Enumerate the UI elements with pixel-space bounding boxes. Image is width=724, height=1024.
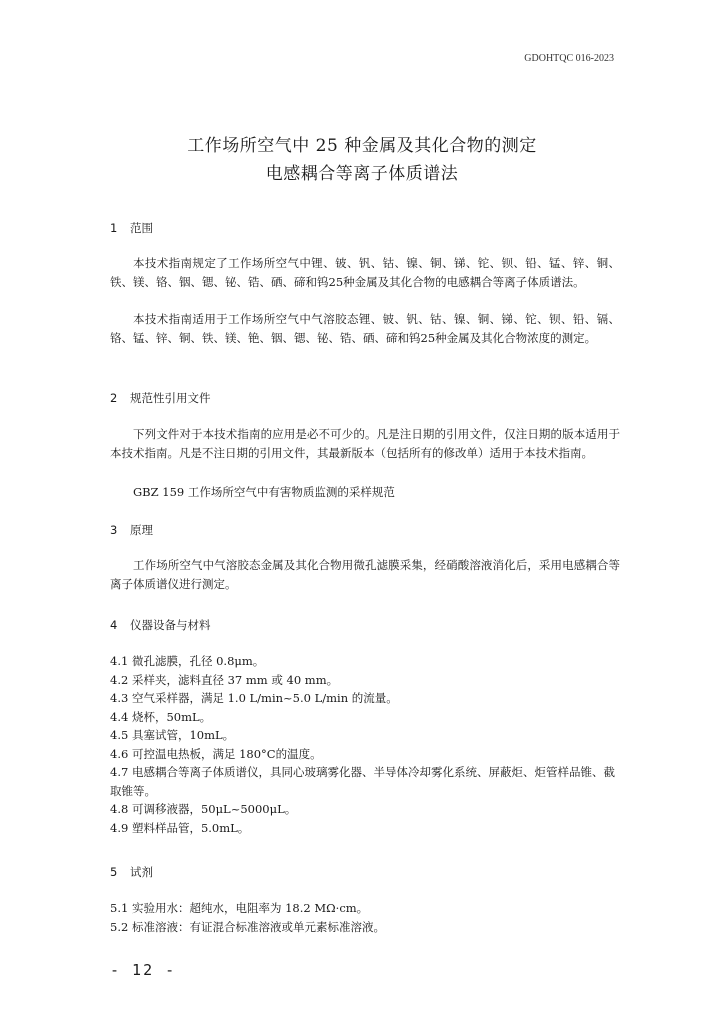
section-1-paragraph-2: 本技术指南适用于工作场所空气中气溶胶态锂、铍、钒、钴、镍、铜、锑、铊、钡、铅、镉、铬、锰、锌、铜、铁、镁、铯、铟、锶、铋、锆、硒、碲和钨25种金属及其化合物浓度的测定。 bbox=[110, 312, 620, 345]
list-item-4-4: 4.4 烧杯，50mL。 bbox=[110, 709, 212, 724]
section-3-paragraph-1: 工作场所空气中气溶胶态金属及其化合物用微孔滤膜采集，经硝酸溶液消化后，采用电感耦合等离子体质谱仪进行测定。 bbox=[110, 558, 620, 591]
list-item-4-1: 4.1 微孔滤膜，孔径 0.8μm。 bbox=[110, 654, 265, 668]
section-title: 范围 bbox=[130, 221, 153, 235]
list-item-5-1: 5.1 实验用水：超纯水，电阻率为 18.2 MΩ·cm。 bbox=[110, 901, 369, 915]
section-2-heading bbox=[110, 390, 211, 406]
list-item-4-7: 4.7 电感耦合等离子体质谱仪，具同心玻璃雾化器、半导体冷却雾化系统、屏蔽炬、炬管样品锥、截取锥等。 bbox=[110, 765, 615, 798]
section-5-heading bbox=[110, 864, 153, 880]
section-number: 1 bbox=[110, 221, 118, 235]
section-number: 5 bbox=[110, 865, 118, 879]
list-item-4-9: 4.9 塑料样品管，5.0mL。 bbox=[110, 820, 250, 835]
section-number: 3 bbox=[110, 523, 118, 537]
list-item-4-2: 4.2 采样夹，滤料直径 37 mm 或 40 mm。 bbox=[110, 672, 339, 687]
document-title-line-1: 工作场所空气中 25 种金属及其化合物的测定 bbox=[187, 136, 537, 156]
list-item-4-6: 4.6 可控温电热板，满足 180°C的温度。 bbox=[110, 746, 322, 761]
section-title: 仪器设备与材料 bbox=[130, 618, 211, 632]
section-3-heading bbox=[110, 522, 153, 538]
section-title: 规范性引用文件 bbox=[130, 391, 211, 405]
page-number: - 12 - bbox=[110, 961, 177, 979]
section-title: 原理 bbox=[130, 523, 153, 537]
section-2-paragraph-1: 下列文件对于本技术指南的应用是必不可少的。凡是注日期的引用文件，仅注日期的版本适用于本技术指南。凡是不注日期的引用文件，其最新版本（包括所有的修改单）适用于本技术指南。 bbox=[110, 427, 620, 460]
section-number: 2 bbox=[110, 391, 118, 405]
section-title: 试剂 bbox=[130, 865, 153, 879]
list-item-4-5: 4.5 具塞试管，10mL。 bbox=[110, 728, 235, 742]
list-item-5-2: 5.2 标准溶液：有证混合标准溶液或单元素标准溶液。 bbox=[110, 919, 385, 934]
document-title-line-2: 电感耦合等离子体质谱法 bbox=[265, 164, 459, 184]
list-item-4-8: 4.8 可调移液器，50μL~5000μL。 bbox=[110, 802, 297, 816]
section-1-heading bbox=[110, 220, 153, 236]
section-2-paragraph-2: GBZ 159 工作场所空气中有害物质监测的采样规范 bbox=[133, 485, 395, 499]
list-item-4-3: 4.3 空气采样器，满足 1.0 L/min~5.0 L/min 的流量。 bbox=[110, 691, 398, 705]
section-4-heading bbox=[110, 617, 211, 633]
section-number: 4 bbox=[110, 618, 118, 632]
document-code: GDOHTQC 016-2023 bbox=[524, 53, 614, 64]
section-1-paragraph-1: 本技术指南规定了工作场所空气中锂、铍、钒、钴、镍、铜、锑、铊、钡、铅、锰、锌、铜、铁、镁、铬、铟、锶、铋、锆、硒、碲和钨25种金属及其化合物的电感耦合等离子体质谱法。 bbox=[110, 256, 620, 289]
